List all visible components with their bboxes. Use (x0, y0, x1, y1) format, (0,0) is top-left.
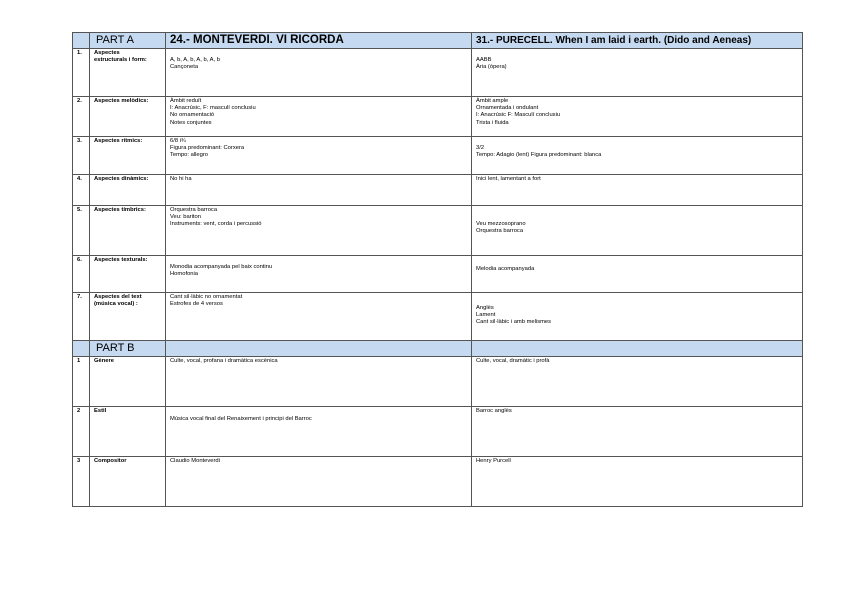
monteverdi-cell: Culte, vocal, profana i dramàtica escènica (166, 357, 472, 407)
monteverdi-cell: Música vocal final del Renaixement i principi del Barroc (166, 407, 472, 457)
aspect-label: Aspectes del text (música vocal) : (90, 293, 166, 341)
monteverdi-cell: Cant sil·làbic no ornamentat Estrofes de 4 versos (166, 293, 472, 341)
purcell-cell: Culte, vocal, dramàtic i profà (472, 357, 803, 407)
aspect-label: Aspectes dinàmics: (90, 175, 166, 206)
header-num-cell (73, 341, 90, 357)
table-row (73, 293, 803, 341)
table-row (73, 407, 803, 457)
comparison-table (72, 32, 803, 507)
table-row (73, 357, 803, 407)
purcell-cell: Inici lent, lamentant a fort (472, 175, 803, 206)
table-row (73, 457, 803, 507)
purcell-cell: Veu mezzosoprano Orquestra barroca (472, 206, 803, 256)
row-number: 5. (73, 206, 90, 256)
purcell-cell: Àmbit ample Ornamentada i ondulant I: Anacrúsic F: Masculí conclusiu Trista i fluida (472, 97, 803, 137)
monteverdi-cell: No hi ha (166, 175, 472, 206)
row-number: 6. (73, 256, 90, 293)
table-row (73, 175, 803, 206)
header-empty-cell (166, 341, 472, 357)
aspect-label: Compositor (90, 457, 166, 507)
aspect-label: Estil (90, 407, 166, 457)
table-row (73, 256, 803, 293)
aspect-label: Aspectes melòdics: (90, 97, 166, 137)
aspect-label: Aspectes estructurals i form: (90, 49, 166, 97)
purcell-cell: 3/2 Tempo: Adagio (lent) Figura predominant: blanca (472, 137, 803, 175)
part-b-label: PART B (90, 341, 166, 357)
monteverdi-cell: A, b, A, b, A, b, A, b Cançoneta (166, 49, 472, 97)
row-number: 1. (73, 49, 90, 97)
table-row (73, 49, 803, 97)
aspect-label: Aspectes tímbrics: (90, 206, 166, 256)
monteverdi-cell: 6/8 i¾ Figura predominant: Corxera Tempo: allegro (166, 137, 472, 175)
row-number: 1 (73, 357, 90, 407)
aspect-label: Aspectes texturals: (90, 256, 166, 293)
row-number: 2. (73, 97, 90, 137)
table-row (73, 206, 803, 256)
purcell-cell: Melodia acompanyada (472, 256, 803, 293)
part-a-header-row (73, 33, 803, 49)
aspect-label: Aspectes rítmics: (90, 137, 166, 175)
table-row (73, 137, 803, 175)
purcell-cell: Barroc anglès (472, 407, 803, 457)
monteverdi-cell: Àmbit reduït I: Anacrúsic, F: masculí conclusiu No ornamentació Notes conjuntes (166, 97, 472, 137)
row-number: 3 (73, 457, 90, 507)
row-number: 7. (73, 293, 90, 341)
purcell-cell: AABB Ària (òpera) (472, 49, 803, 97)
monteverdi-cell: Claudio Monteverdi (166, 457, 472, 507)
part-a-label: PART A (90, 33, 166, 49)
header-num-cell (73, 33, 90, 49)
row-number: 4. (73, 175, 90, 206)
table-row (73, 97, 803, 137)
monteverdi-cell: Orquestra barroca Veu: bariton Instruments: vent, corda i percussió (166, 206, 472, 256)
purcell-cell: Anglès Lament Cant sil·làbic i amb melismes (472, 293, 803, 341)
purcell-title: 31.- PURECELL. When I am laid i earth. (Dido and Aeneas) (472, 33, 803, 49)
aspect-label: Gènere (90, 357, 166, 407)
purcell-cell: Henry Purcell (472, 457, 803, 507)
monteverdi-cell: Monodia acompanyada pel baix continu Homofonia (166, 256, 472, 293)
row-number: 2 (73, 407, 90, 457)
part-b-header-row (73, 341, 803, 357)
row-number: 3. (73, 137, 90, 175)
header-empty-cell (472, 341, 803, 357)
monteverdi-title: 24.- MONTEVERDI. VI RICORDA (166, 33, 472, 49)
